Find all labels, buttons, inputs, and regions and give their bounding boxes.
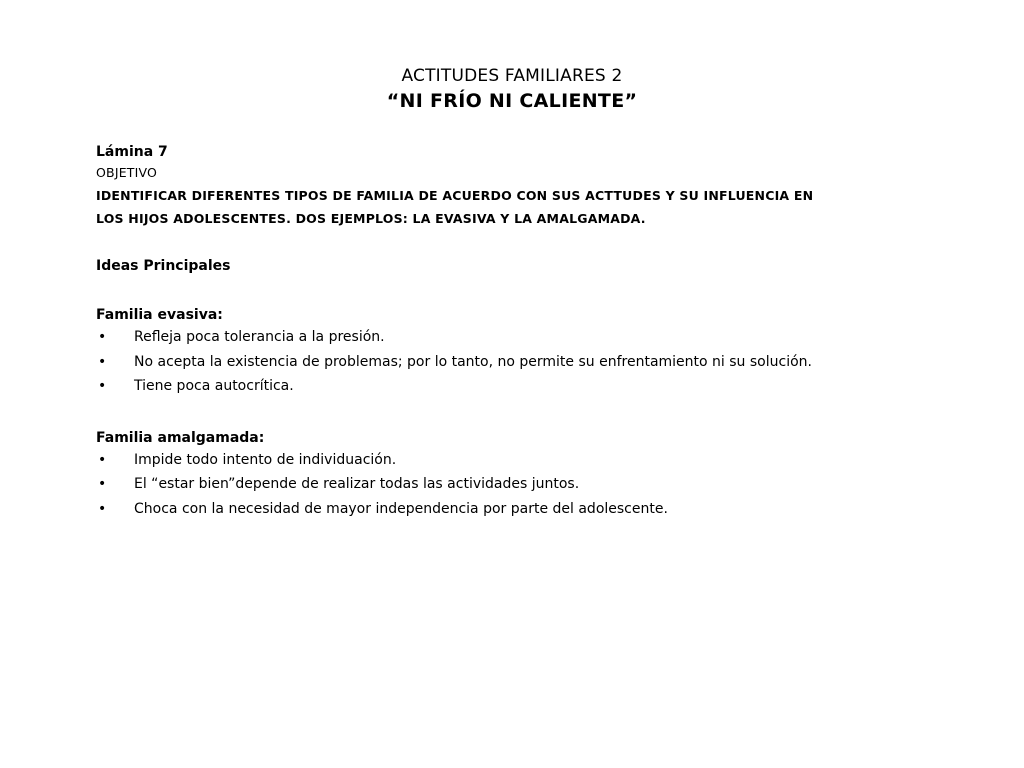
- title-block: [0, 64, 1024, 115]
- list-item-text: El “estar bien”depende de realizar todas las actividades juntos.: [134, 476, 580, 492]
- lamina-number: Lámina 7: [96, 144, 168, 160]
- content: [96, 142, 976, 521]
- list-item-text: Impide todo intento de individuación.: [134, 451, 397, 468]
- list-item: [96, 350, 976, 375]
- list-item-text: Choca con la necesidad de mayor independencia por parte del adolescente.: [134, 500, 668, 517]
- ideas-heading: Ideas Principales: [96, 258, 231, 274]
- bullet-icon: •: [98, 353, 107, 370]
- list-item-text: Refleja poca tolerancia a la presión.: [134, 329, 385, 345]
- list-item-text: Tiene poca autocrítica.: [134, 378, 294, 394]
- bullet-icon: •: [98, 451, 107, 468]
- objetivo-text: IDENTIFICAR DIFERENTES TIPOS DE FAMILIA DE ACUERDO CON SUS ACTTUDES Y SU INFLUENCIA EN LOS HIJOS ADOLESCENTES. DOS EJEMPLOS: LA EVASIVA Y LA AMALGAMADA.: [96, 188, 814, 226]
- bullet-icon: •: [98, 476, 107, 492]
- objetivo-label: OBJETIVO: [96, 165, 158, 180]
- title-subtitle: “NI FRÍO NI CALIENTE”: [386, 90, 638, 112]
- bullet-list-evasiva: [96, 325, 976, 399]
- list-item: [96, 374, 976, 399]
- bullet-icon: •: [98, 378, 107, 394]
- list-item-text: No acepta la existencia de problemas; por lo tanto, no permite su enfrentamiento ni su solución.: [134, 353, 812, 370]
- bullet-icon: •: [98, 500, 107, 517]
- list-item: [96, 472, 976, 497]
- list-item: [96, 497, 976, 522]
- bullet-list-amalgamada: [96, 448, 976, 522]
- list-item: [96, 325, 976, 350]
- list-item: [96, 448, 976, 473]
- bullet-icon: •: [98, 329, 107, 345]
- section-title-amalgamada: Familia amalgamada:: [96, 429, 265, 446]
- section-title-evasiva: Familia evasiva:: [96, 307, 223, 323]
- title-main: ACTITUDES FAMILIARES 2: [401, 66, 623, 86]
